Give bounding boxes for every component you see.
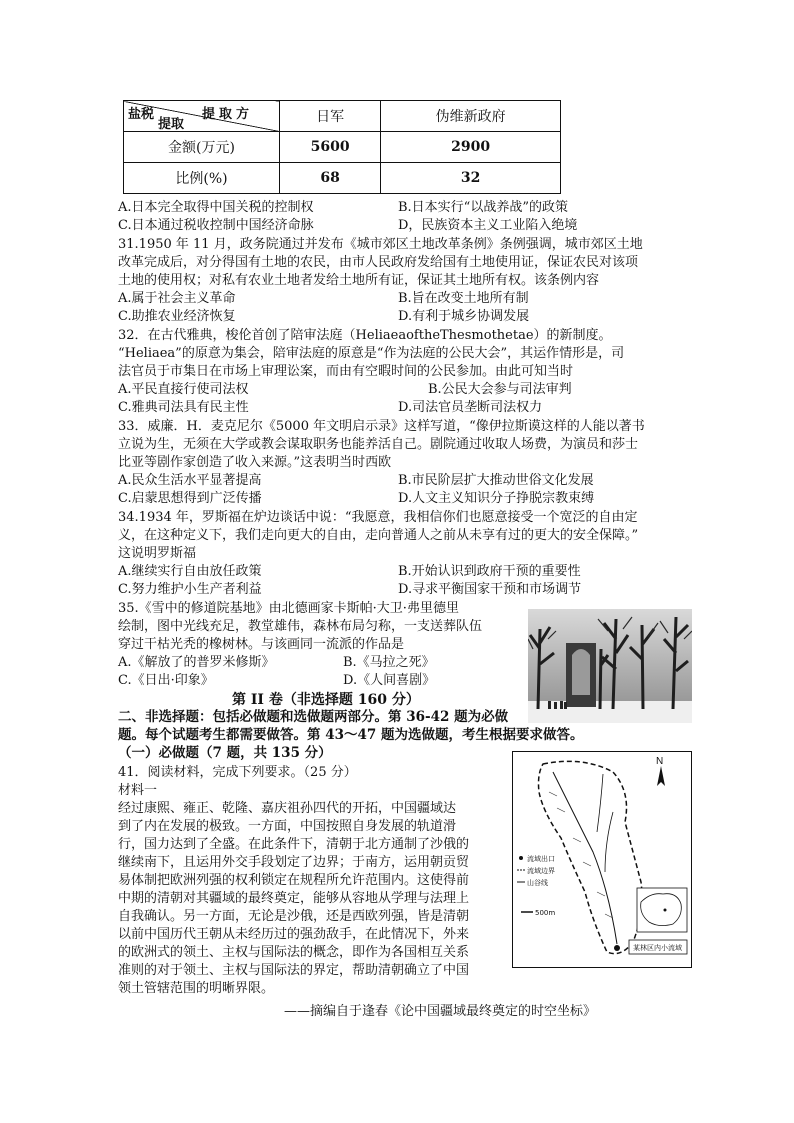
section-instructions: 二、非选择题：包括必做题和选做题两部分。第 36-42 题为必做 [118, 709, 509, 725]
option-b: B.开始认识到政府干预的重要性 [398, 564, 581, 579]
material-label: 材料一 [118, 783, 158, 798]
material-text: 自我确认。另一方面，无论是沙俄，还是西欧列强，皆是清朝 [118, 909, 470, 924]
map-drawing [513, 752, 691, 967]
question-text: 义，在这种定义下，我们走向更大的自由，走向普通人之前从未享有过的更大的安全保障。” [118, 528, 639, 543]
table-cell: 32 [381, 163, 561, 194]
material-text: 易体制把欧洲列强的权利锁定在规程所允许范围内。这使得前 [118, 873, 470, 888]
option-c: C.《日出·印象》 [118, 673, 214, 688]
table-corner-cell [124, 101, 280, 132]
map-legend-outlet: 流域出口 [527, 855, 555, 863]
table-row-label-amount: 金额(万元) [124, 132, 280, 163]
material-text: 的欧洲式的领土、主权与国际法的概念，即作为各国相互关系 [118, 945, 470, 960]
option-d: D.寻求平衡国家干预和市场调节 [398, 582, 582, 597]
watershed-map [512, 751, 692, 968]
option-a: A.《解放了的普罗米修斯》 [118, 655, 275, 670]
table-row-label-ratio: 比例(%) [124, 163, 280, 194]
map-scale-label: 500m [535, 909, 556, 917]
table-header-japanese-army: 日军 [280, 101, 381, 132]
north-arrow-label: N [656, 756, 664, 767]
option-a: A.民众生活水平显著提高 [118, 473, 262, 488]
question-text: 这说明罗斯福 [118, 546, 197, 561]
option-a: A.继续实行自由放任政策 [118, 564, 262, 579]
option-d: D，民族资本主义工业陷入绝境 [398, 218, 578, 233]
table-cell: 5600 [280, 132, 381, 163]
painting-image [528, 609, 692, 723]
option-b: B.旨在改变土地所有制 [398, 291, 529, 306]
part-2-title: 第 II 卷（非选择题 160 分） [232, 692, 420, 708]
question-text: 绘制，图中光线充足，教堂雄伟，森林布局匀称，一支送葬队伍 [118, 619, 483, 634]
salt-tax-table [123, 100, 561, 194]
question-text: 土地的使用权；对私有农业土地者发给土地所有证，保证其土地所有权。该条例内容 [118, 273, 600, 288]
question-text: 立说为生，无须在大学或教会谋取职务也能养活自己。剧院通过收取人场费，为演员和莎士 [118, 437, 639, 452]
material-text: 准则的对于领土、主权与国际法的界定，帮助清朝确立了中国 [118, 963, 470, 978]
option-c: C.启蒙思想得到广泛传播 [118, 491, 262, 506]
table-header-puppet-government: 伪维新政府 [381, 101, 561, 132]
material-text: 继续南下，且运用外交手段划定了边界；于南方，运用朝贡贸 [118, 855, 470, 870]
question-text: 32．在古代雅典，梭伦首创了陪审法庭（HeliaeaoftheThesmothetae）的新制度。 [118, 328, 612, 343]
option-a: A.属于社会主义革命 [118, 291, 236, 306]
question-text: 41．阅读材料，完成下列要求。（25 分） [118, 765, 357, 780]
material-text: 领土管辖范围的明晰界限。 [118, 981, 275, 996]
table-cell: 2900 [381, 132, 561, 163]
question-text: “Heliaea”的原意为集会，陪审法庭的原意是“作为法庭的公民大会”，其运作情形是，司 [118, 346, 625, 361]
question-text: 35.《雪中的修道院基地》由北德画家卡斯帕·大卫·弗里德里 [118, 601, 459, 616]
material-text: 中期的清朝对其疆域的最终奠定，能够从容地从学理与法理上 [118, 891, 470, 906]
section-subtitle: （一）必做题（7 题，共 135 分） [118, 745, 332, 761]
option-c: C.助推农业经济恢复 [118, 309, 236, 324]
corner-label-extractor: 提取方 [202, 107, 254, 122]
question-text: 穿过干枯光秃的橡树林。与该画同一流派的作品是 [118, 637, 405, 652]
material-source: ——摘编自于逢春《论中国疆域最终奠定的时空坐标》 [284, 1004, 597, 1019]
option-c: C.日本通过税收控制中国经济命脉 [118, 218, 314, 233]
option-b: B.日本实行“以战养战”的政策 [398, 200, 568, 215]
option-a: A.平民直接行使司法权 [118, 382, 249, 397]
question-text: 31.1950 年 11 月，政务院通过并发布《城市郊区土地改革条例》条例强调，城市郊区土地 [118, 237, 643, 252]
question-text: 33．威廉．H．麦克尼尔《5000 年文明启示录》这样写道，“像伊拉斯谟这样的人能以著书 [118, 419, 645, 434]
option-b: B.公民大会参与司法审判 [428, 382, 572, 397]
option-a: A.日本完全取得中国关税的控制权 [118, 200, 314, 215]
material-text: 行，国力达到了全盛。在此条件下，清朝于北方通制了沙俄的 [118, 837, 470, 852]
option-c: C.雅典司法具有民主性 [118, 400, 249, 415]
material-text: 以前中国历代王朝从未经历过的强劲敌手，在此情况下，外来 [118, 927, 470, 942]
option-d: D.司法官员垄断司法权力 [398, 400, 543, 415]
corner-label-salt-tax: 盐税 [128, 107, 155, 122]
section-instructions: 题。每个试题考生都需要做答。第 43～47 题为选做题，考生根据要求做答。 [118, 727, 584, 743]
material-text: 到了内在发展的极致。一方面，中国按照自身发展的轨道滑 [118, 819, 457, 834]
map-legend-valley: 山谷线 [527, 879, 548, 887]
option-c: C.努力维护小生产者利益 [118, 582, 262, 597]
corner-label-extract: 提取 [158, 117, 185, 132]
option-b: B.市民阶层扩大推动世俗文化发展 [398, 473, 594, 488]
option-d: D.人文主义知识分子挣脱宗教束缚 [398, 491, 595, 506]
map-caption: 某林区内小流域 [633, 944, 682, 952]
option-b: B.《马拉之死》 [343, 655, 435, 670]
question-text: 34.1934 年，罗斯福在炉边谈话中说：“我愿意，我相信你们也愿意接受一个宽泛的自由定 [118, 510, 638, 525]
question-text: 改革完成后，对分得国有土地的农民，由市人民政府发给国有土地使用证，保证农民对该项 [118, 255, 639, 270]
option-d: D.《人间喜剧》 [343, 673, 436, 688]
map-legend-boundary: 流域边界 [527, 867, 555, 875]
abbey-in-snow-painting [528, 609, 692, 723]
option-d: D.有利于城乡协调发展 [398, 309, 530, 324]
question-text: 比亚等剧作家创造了收入来源。”这表明当时西欧 [118, 455, 392, 470]
material-text: 经过康熙、雍正、乾隆、嘉庆祖孙四代的开拓，中国疆域达 [118, 801, 457, 816]
table-cell: 68 [280, 163, 381, 194]
question-text: 法官员于市集日在市场上审理讼案，而由有空暇时间的公民参加。由此可知当时 [118, 364, 574, 379]
